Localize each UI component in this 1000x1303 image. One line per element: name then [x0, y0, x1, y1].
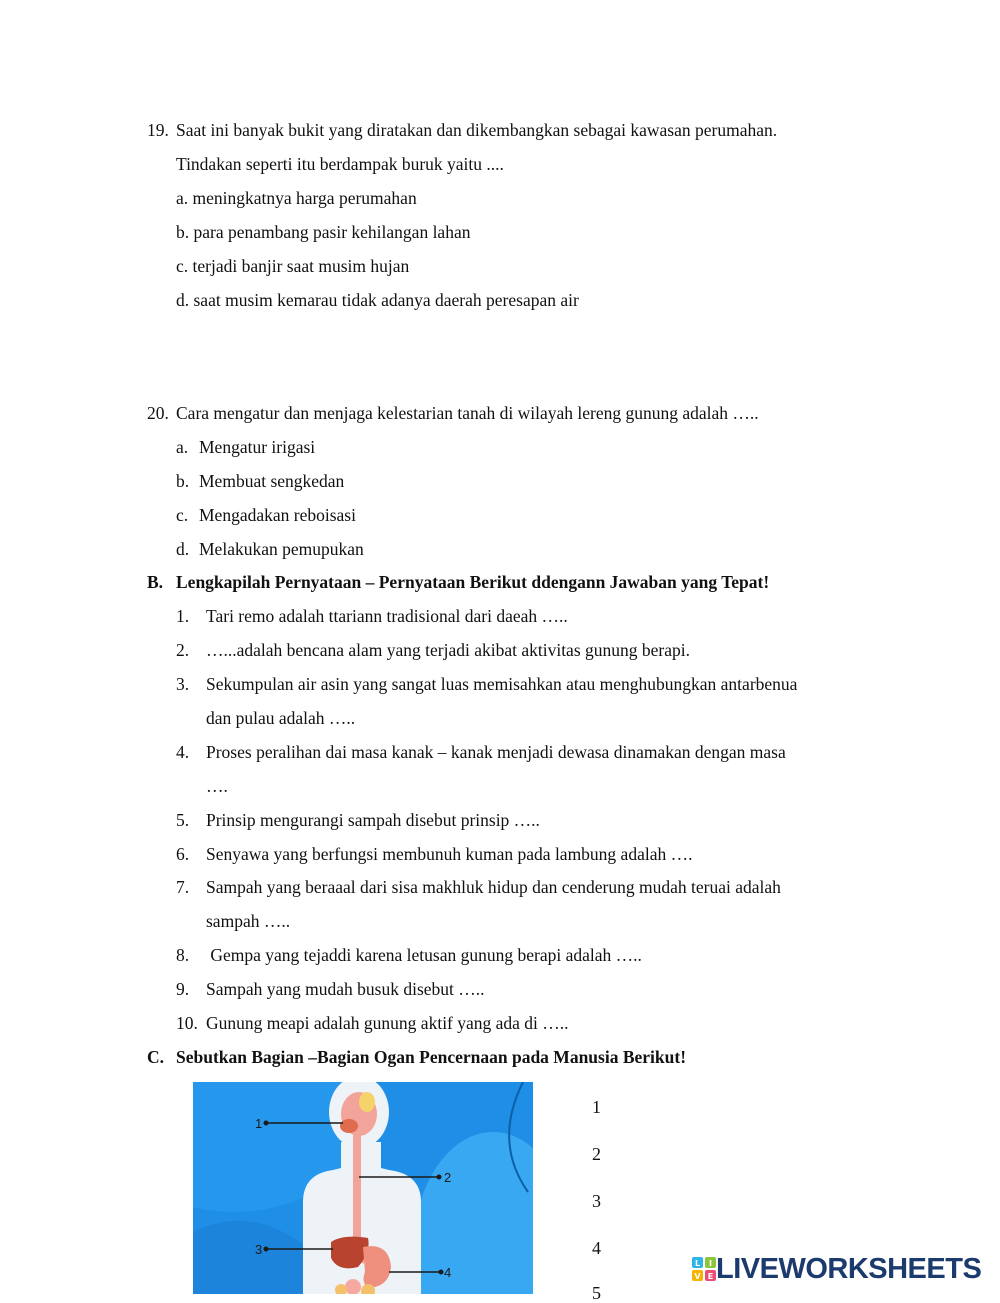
svg-text:I: I — [709, 1259, 712, 1268]
item-number: 7. — [176, 877, 190, 897]
answer-number-1: 1 — [592, 1097, 601, 1117]
diagram-label-1: 1 — [255, 1116, 263, 1131]
digestive-system-diagram — [193, 1082, 533, 1294]
item-text: Sampah yang beraaal dari sisa makhluk hidup dan cenderung mudah teruai adalah — [206, 877, 781, 897]
item-text: Tari remo adalah ttariann tradisional dari daeah ….. — [206, 606, 568, 626]
q19-option-c[interactable]: c. terjadi banjir saat musim hujan — [176, 256, 410, 276]
item-text: Prinsip mengurangi sampah disebut prinsip ….. — [206, 810, 540, 830]
q19-option-d[interactable]: d. saat musim kemarau tidak adanya daerah peresapan air — [176, 290, 579, 310]
section-b-letter: B. — [147, 572, 164, 592]
svg-text:E: E — [707, 1272, 714, 1281]
item-number: 5. — [176, 810, 190, 830]
item-number: 6. — [176, 844, 190, 864]
item-text: Sekumpulan air asin yang sangat luas memisahkan atau menghubungkan antarbenua — [206, 674, 798, 694]
answer-number-5: 5 — [592, 1283, 601, 1303]
item-number: 1. — [176, 606, 190, 626]
diagram-label-4: 4 — [444, 1265, 452, 1280]
q20-option-text: Mengatur irigasi — [199, 437, 316, 457]
item-number: 4. — [176, 742, 190, 762]
item-number: 8. — [176, 945, 190, 965]
section-c-letter: C. — [147, 1047, 165, 1067]
item-text: Sampah yang mudah busuk disebut ….. — [206, 979, 485, 999]
q19-option-a[interactable]: a. meningkatnya harga perumahan — [176, 188, 417, 208]
item-number: 9. — [176, 979, 190, 999]
item-text: Proses peralihan dai masa kanak – kanak menjadi dewasa dinamakan dengan masa — [206, 742, 786, 762]
q20-option-letter: d. — [176, 539, 190, 559]
q19-option-b[interactable]: b. para penambang pasir kehilangan lahan — [176, 222, 471, 242]
answer-number-2: 2 — [592, 1144, 601, 1164]
item-number: 3. — [176, 674, 190, 694]
q19-text-line1: Saat ini banyak bukit yang diratakan dan dikembangkan sebagai kawasan perumahan. — [176, 120, 778, 140]
q20-option-text: Melakukan pemupukan — [199, 539, 364, 559]
item-text: Senyawa yang berfungsi membunuh kuman pada lambung adalah …. — [206, 844, 693, 864]
q19-text-line2: Tindakan seperti itu berdampak buruk yaitu .... — [176, 154, 504, 174]
q20-number: 20. — [147, 403, 169, 423]
q20-option-text: Mengadakan reboisasi — [199, 505, 356, 525]
section-c-title: Sebutkan Bagian –Bagian Ogan Pencernaan pada Manusia Berikut! — [176, 1047, 687, 1067]
liveworksheets-brand-text: LIVEWORKSHEETS — [716, 1253, 982, 1285]
svg-text:V: V — [694, 1272, 701, 1281]
liveworksheets-logo[interactable] — [692, 1253, 981, 1285]
q20-option-letter: c. — [176, 505, 189, 525]
answer-number-4: 4 — [592, 1238, 601, 1258]
q20-option-letter: a. — [176, 437, 189, 457]
q20-text: Cara mengatur dan menjaga kelestarian tanah di wilayah lereng gunung adalah ….. — [176, 403, 759, 423]
item-text: Gempa yang tejaddi karena letusan gunung berapi adalah ….. — [206, 945, 642, 965]
liveworksheets-logo-icon — [692, 1257, 716, 1281]
section-b-title: Lengkapilah Pernyataan – Pernyataan Berikut ddengann Jawaban yang Tepat! — [176, 572, 770, 592]
item-number: 2. — [176, 640, 190, 660]
item-text: Gunung meapi adalah gunung aktif yang ada di ….. — [206, 1013, 569, 1033]
q19-number: 19. — [147, 120, 169, 140]
item-text: dan pulau adalah ….. — [206, 708, 356, 728]
q20-option-text: Membuat sengkedan — [199, 471, 345, 491]
diagram-label-2: 2 — [444, 1170, 452, 1185]
item-text: sampah ….. — [206, 911, 291, 931]
item-number: 10. — [176, 1013, 198, 1033]
item-text: …...adalah bencana alam yang terjadi akibat aktivitas gunung berapi. — [206, 640, 690, 660]
item-text: …. — [206, 776, 228, 796]
svg-text:L: L — [694, 1259, 701, 1268]
q20-option-letter: b. — [176, 471, 190, 491]
answer-number-3: 3 — [592, 1191, 601, 1211]
diagram-label-3: 3 — [255, 1242, 263, 1257]
